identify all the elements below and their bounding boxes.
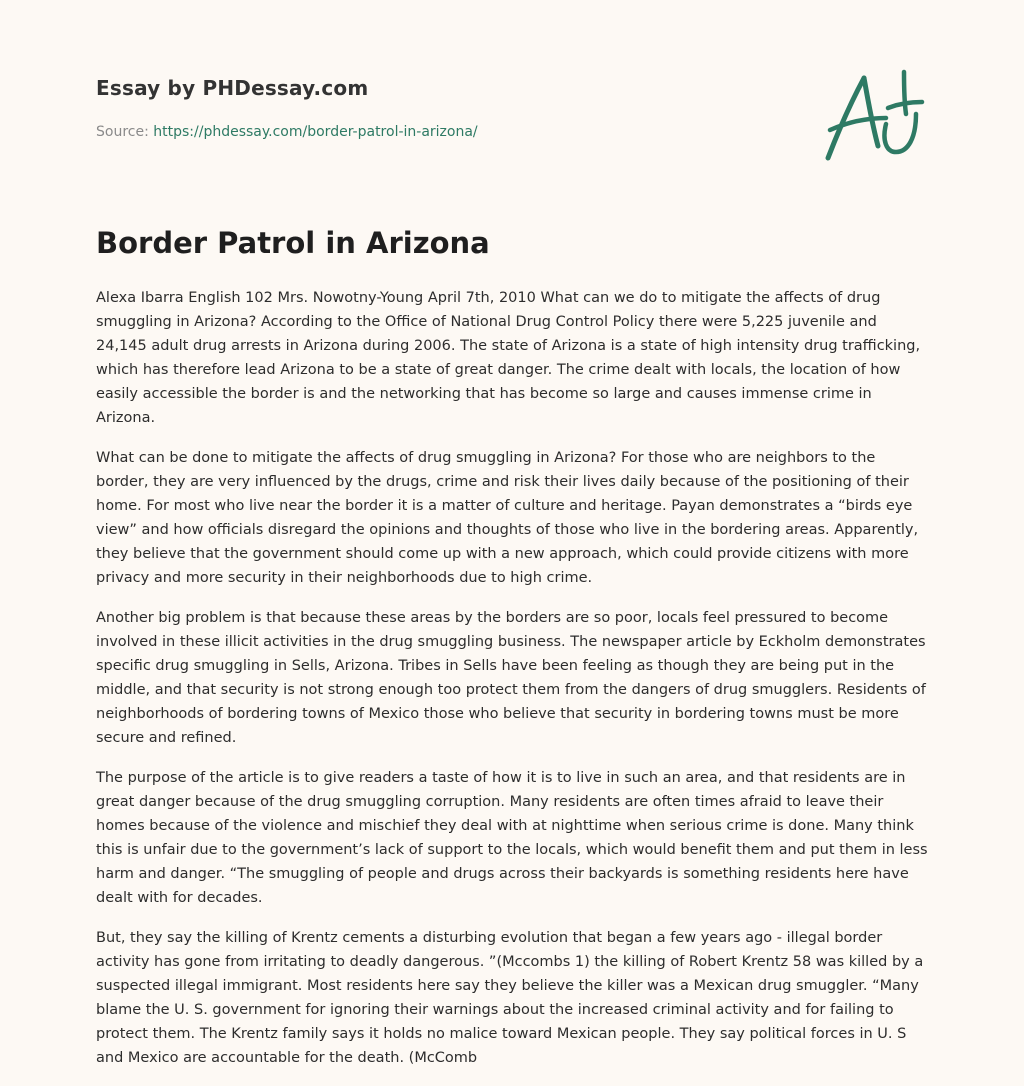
site-title: Essay by PHDessay.com: [96, 76, 369, 100]
essay-paragraph: The purpose of the article is to give readers a taste of how it is to live in such an area, and that residents are in great danger because of the drug smuggling corruption. Many residents are often times afraid to leave their homes because of the violence and mischief they deal with at nighttime when serious crime is done. Many think this is unfair due to the government’s lack of support to the locals, which would benefit them and put them in less harm and danger. “The smuggling of people and drugs across their backyards is something residents here have dealt with for decades.: [96, 770, 928, 906]
a-plus-logo-icon: [822, 64, 930, 168]
source-label: Source:: [96, 124, 154, 140]
essay-paragraph: What can be done to mitigate the affects of drug smuggling in Arizona? For those who are neighbors to the border, they are very influenced by the drugs, crime and risk their lives daily because of the positioning of their home. For most who live near the border it is a matter of culture and heritage. Payan demonstrates a “birds eye view” and how officials disregard the opinions and thoughts of those who live in the bordering areas. Apparently, they believe that the government should come up with a new approach, which could provide citizens with more privacy and more security in their neighborhoods due to high crime.: [96, 450, 919, 586]
essay-paragraph: But, they say the killing of Krentz cements a disturbing evolution that began a few years ago - illegal border activity has gone from irritating to deadly dangerous. ”(Mccombs 1) the killing of Robert Krentz 58 was killed by a suspected illegal immigrant. Most residents here say they believe the killer was a Mexican drug smuggler. “Many blame the U. S. government for ignoring their warnings about the increased criminal activity and for failing to protect them. The Krentz family says it holds no malice toward Mexican people. They say political forces in U. S and Mexico are accountable for the death. (McComb: [96, 930, 924, 1066]
essay-title: Border Patrol in Arizona: [96, 226, 490, 260]
essay-paragraph: Another big problem is that because these areas by the borders are so poor, locals feel pressured to become involved in these illicit activities in the drug smuggling business. The newspaper article by Eckholm demonstrates specific drug smuggling in Sells, Arizona. Tribes in Sells have been feeling as though they are being put in the middle, and that security is not strong enough too protect them from the dangers of drug smugglers. Residents of neighborhoods of bordering towns of Mexico those who believe that security in bordering towns must be more secure and refined.: [96, 610, 926, 746]
source-line: [96, 124, 478, 140]
source-link[interactable]: https://phdessay.com/border-patrol-in-arizona/: [153, 124, 478, 140]
essay-body: [96, 286, 930, 1086]
essay-paragraph: Alexa Ibarra English 102 Mrs. Nowotny-Young April 7th, 2010 What can we do to mitigate the affects of drug smuggling in Arizona? According to the Office of National Drug Control Policy there were 5,225 juvenile and 24,145 adult drug arrests in Arizona during 2006. The state of Arizona is a state of high intensity drug trafficking, which has therefore lead Arizona to be a state of great danger. The crime dealt with locals, the location of how easily accessible the border is and the networking that has become so large and causes immense crime in Arizona.: [96, 290, 921, 426]
